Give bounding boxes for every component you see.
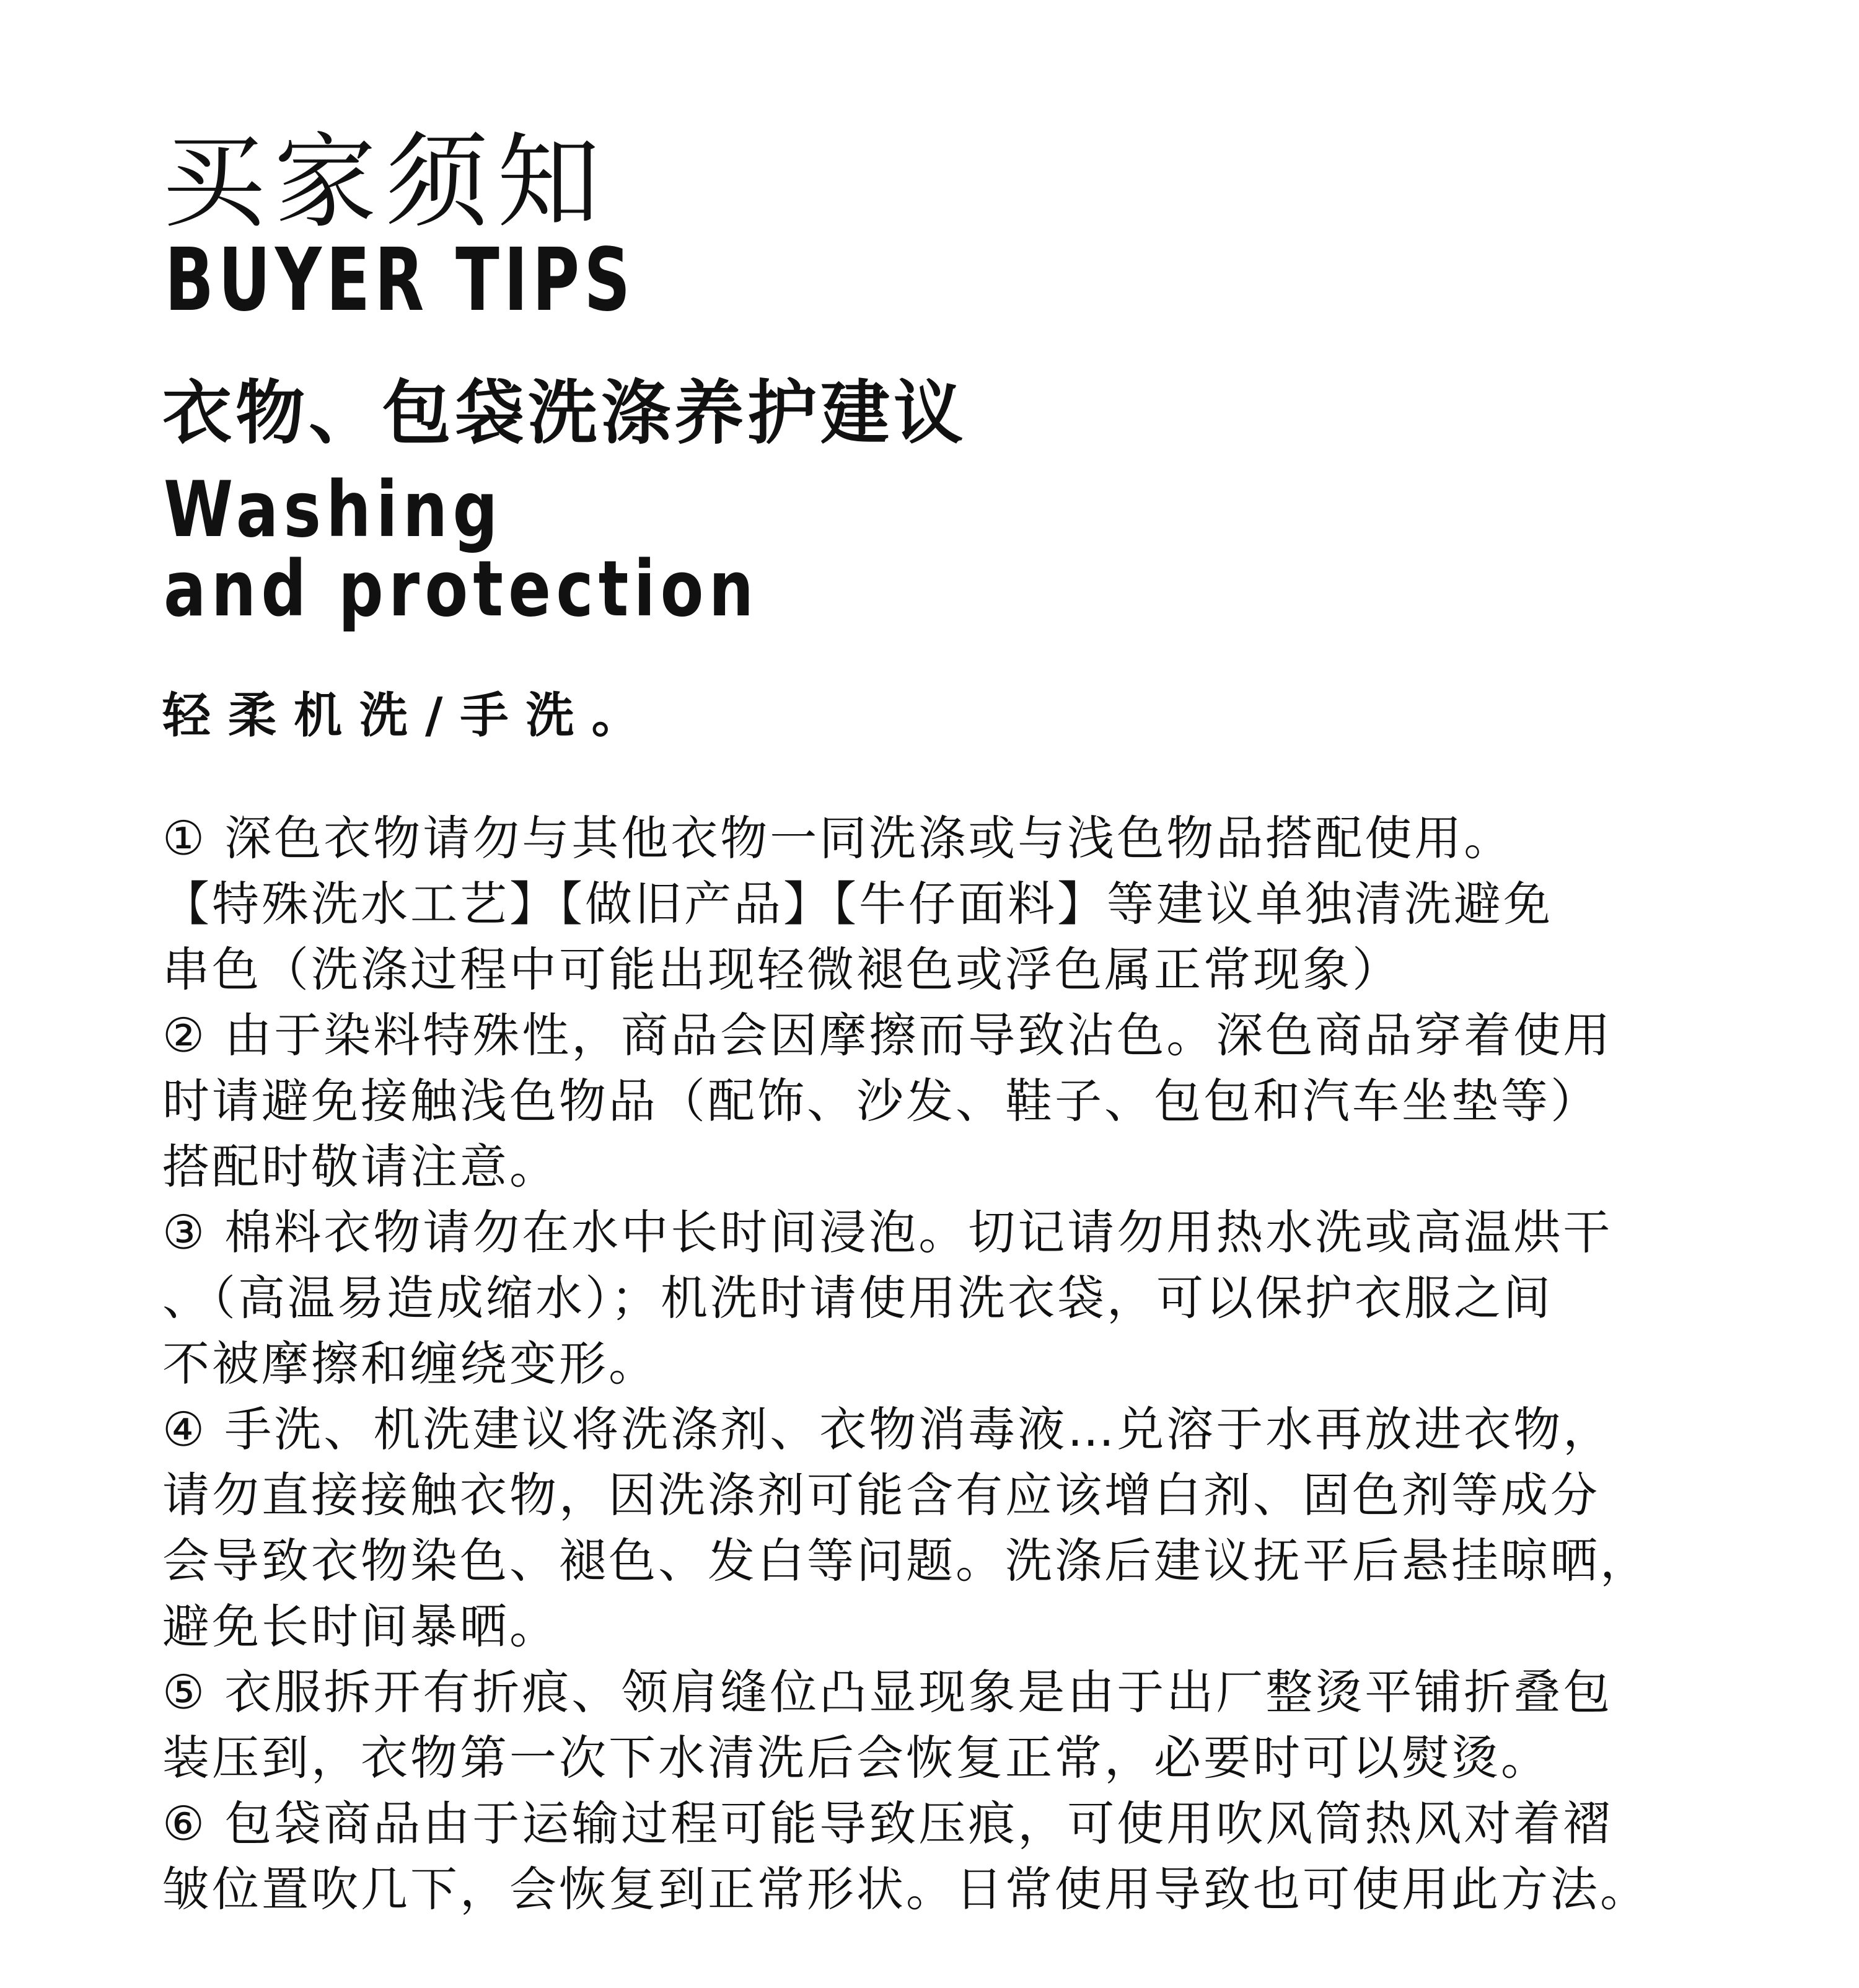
page-title-en: BUYER TIPS bbox=[165, 230, 635, 331]
instruction-line: 不被摩擦和缠绕变形。 bbox=[162, 1336, 658, 1391]
section-title-en-line2: and protection bbox=[164, 545, 759, 634]
instruction-line: ② 由于染料特殊性，商品会因摩擦而导致沾色。深色商品穿着使用 bbox=[162, 1008, 1613, 1063]
instruction-line: 、（高温易造成缩水）；机洗时请使用洗衣袋，可以保护衣服之间 bbox=[162, 1270, 1553, 1326]
section-title-cn: 衣物、包袋洗涤养护建议 bbox=[162, 373, 967, 454]
instruction-line: 皱位置吹几下，会恢复到正常形状。日常使用导致也可使用此方法。 bbox=[162, 1862, 1650, 1917]
instruction-line: 请勿直接接触衣物，因洗涤剂可能含有应该增白剂、固色剂等成分 bbox=[162, 1467, 1600, 1523]
instruction-line: ④ 手洗、机洗建议将洗涤剂、衣物消毒液…兑溶于水再放进衣物， bbox=[162, 1402, 1613, 1457]
washing-method-note: 轻柔机洗/手洗。 bbox=[162, 688, 657, 744]
page-title-cn: 买家须知 bbox=[162, 123, 609, 242]
instruction-line: ③ 棉料衣物请勿在水中长时间浸泡。切记请勿用热水洗或高温烘干 bbox=[162, 1205, 1613, 1260]
instruction-line: ⑥ 包袋商品由于运输过程可能导致压痕，可使用吹风筒热风对着褶 bbox=[162, 1796, 1613, 1851]
instruction-line: 会导致衣物染色、褪色、发白等问题。洗涤后建议抚平后悬挂晾晒， bbox=[162, 1533, 1650, 1588]
instruction-line: 搭配时敬请注意。 bbox=[162, 1139, 559, 1194]
instruction-line: ① 深色衣物请勿与其他衣物一同洗涤或与浅色物品搭配使用。 bbox=[162, 811, 1514, 866]
instruction-line: 时请避免接触浅色物品（配饰、沙发、鞋子、包包和汽车坐垫等） bbox=[162, 1073, 1600, 1128]
instruction-line: 【特殊洗水工艺】【做旧产品】【牛仔面料】等建议单独清洗避免 bbox=[162, 876, 1553, 931]
instruction-line: 避免长时间暴晒。 bbox=[162, 1599, 559, 1654]
care-instructions bbox=[162, 806, 1687, 1922]
instruction-line: 串色（洗涤过程中可能出现轻微褪色或浮色属正常现象） bbox=[162, 942, 1402, 997]
instruction-line: 装压到，衣物第一次下水清洗后会恢复正常，必要时可以熨烫。 bbox=[162, 1730, 1550, 1785]
instruction-line: ⑤ 衣服拆开有折痕、领肩缝位凸显现象是由于出厂整烫平铺折叠包 bbox=[162, 1665, 1613, 1720]
section-title-en-line1: Washing bbox=[164, 465, 503, 555]
